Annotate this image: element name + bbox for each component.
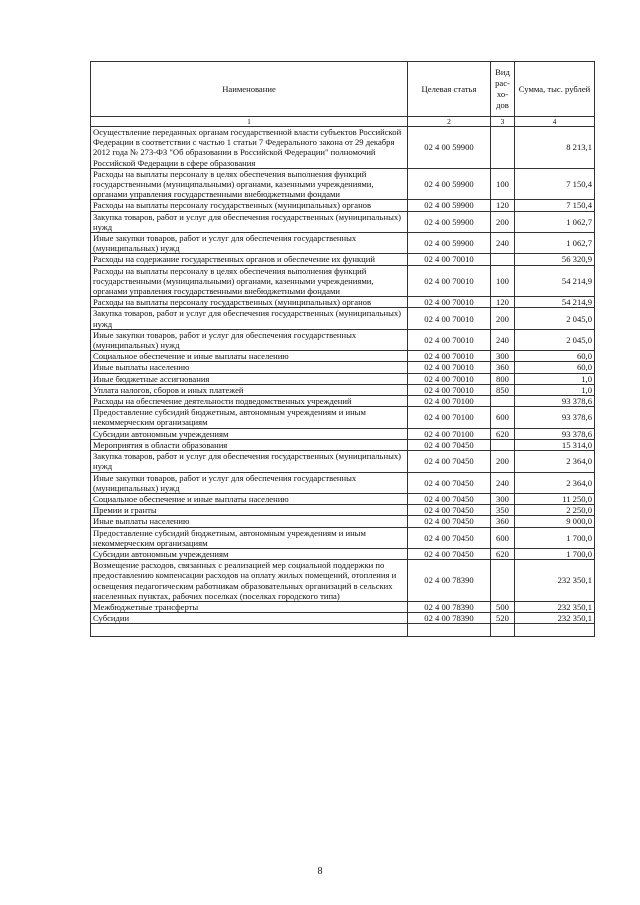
row-expense-kind: 100: [491, 265, 515, 297]
table-row: [91, 127, 595, 169]
row-target-article: 02 4 00 70010: [408, 351, 491, 362]
row-name: Закупка товаров, работ и услуг для обеспечения государственных (муниципальных) нужд: [91, 451, 408, 472]
row-target-article: 02 4 00 70450: [408, 451, 491, 472]
column-number: 3: [491, 117, 515, 127]
row-name: Возмещение расходов, связанных с реализацией мер социальной поддержки по предоставлению компенсации расходов на оплату жилых помещений, отопления и освещения педагогическим работникам образовательных организаций в сельских населенных пунктах, рабочих поселках (поселках городского типа): [91, 560, 408, 602]
header-name: Наименование: [91, 62, 408, 117]
row-expense-kind: 600: [491, 527, 515, 548]
row-name: Иные выплаты населению: [91, 362, 408, 373]
row-expense-kind: 100: [491, 168, 515, 200]
row-expense-kind: 300: [491, 493, 515, 504]
table-row: [91, 548, 595, 559]
row-expense-kind: 360: [491, 516, 515, 527]
row-expense-kind: 120: [491, 297, 515, 308]
empty-cell: [491, 624, 515, 637]
row-name: Субсидии: [91, 613, 408, 624]
row-expense-kind: 850: [491, 384, 515, 395]
row-sum: 2 045,0: [515, 329, 595, 350]
row-expense-kind: [491, 254, 515, 265]
header-article: Целевая статья: [408, 62, 491, 117]
row-name: Мероприятия в области образования: [91, 439, 408, 450]
row-sum: 1 700,0: [515, 527, 595, 548]
row-name: Расходы на выплаты персоналу государственных (муниципальных) органов: [91, 297, 408, 308]
row-target-article: 02 4 00 59900: [408, 168, 491, 200]
header-sum: Сумма, тыс. рублей: [515, 62, 595, 117]
table-row: [91, 362, 595, 373]
row-sum: 1 700,0: [515, 548, 595, 559]
row-target-article: 02 4 00 59900: [408, 233, 491, 254]
row-target-article: 02 4 00 70010: [408, 254, 491, 265]
row-sum: 9 000,0: [515, 516, 595, 527]
table-row: [91, 168, 595, 200]
row-sum: 1,0: [515, 384, 595, 395]
row-target-article: 02 4 00 70010: [408, 265, 491, 297]
page-number: 8: [317, 866, 323, 877]
table-row: [91, 601, 595, 612]
row-name: Социальное обеспечение и иные выплаты населению: [91, 493, 408, 504]
row-sum: 2 364,0: [515, 451, 595, 472]
row-sum: 7 150,4: [515, 200, 595, 211]
row-target-article: 02 4 00 70100: [408, 428, 491, 439]
column-number: 2: [408, 117, 491, 127]
table-row: [91, 233, 595, 254]
row-name: Иные выплаты населению: [91, 516, 408, 527]
table-row: [91, 505, 595, 516]
row-target-article: 02 4 00 70450: [408, 505, 491, 516]
row-target-article: 02 4 00 70450: [408, 493, 491, 504]
table-row: [91, 439, 595, 450]
table-row: [91, 200, 595, 211]
row-target-article: 02 4 00 59900: [408, 211, 491, 232]
column-number-row: [91, 117, 595, 127]
row-name: Предоставление субсидий бюджетным, автономным учреждениям и иным некоммерческим организациям: [91, 407, 408, 428]
row-name: Расходы на выплаты персоналу государственных (муниципальных) органов: [91, 200, 408, 211]
row-expense-kind: [491, 396, 515, 407]
row-sum: 56 320,9: [515, 254, 595, 265]
row-expense-kind: 240: [491, 329, 515, 350]
row-name: Закупка товаров, работ и услуг для обеспечения государственных (муниципальных) нужд: [91, 211, 408, 232]
row-name: Иные закупки товаров, работ и услуг для обеспечения государственных (муниципальных) нужд: [91, 329, 408, 350]
row-sum: 8 213,1: [515, 127, 595, 169]
table-row: [91, 308, 595, 329]
row-target-article: 02 4 00 70010: [408, 384, 491, 395]
row-expense-kind: 300: [491, 351, 515, 362]
row-name: Иные закупки товаров, работ и услуг для обеспечения государственных (муниципальных) нужд: [91, 472, 408, 493]
row-expense-kind: 200: [491, 451, 515, 472]
row-target-article: 02 4 00 70100: [408, 396, 491, 407]
table-row: [91, 329, 595, 350]
row-sum: 93 378,6: [515, 428, 595, 439]
table-row: [91, 428, 595, 439]
row-sum: 2 045,0: [515, 308, 595, 329]
row-target-article: 02 4 00 70450: [408, 472, 491, 493]
row-expense-kind: 600: [491, 407, 515, 428]
empty-table-row: [91, 624, 595, 637]
row-name: Субсидии автономным учреждениям: [91, 428, 408, 439]
row-target-article: 02 4 00 70450: [408, 516, 491, 527]
row-name: Расходы на обеспечение деятельности подведомственных учреждений: [91, 396, 408, 407]
empty-cell: [515, 624, 595, 637]
column-number: 4: [515, 117, 595, 127]
row-sum: 54 214,9: [515, 297, 595, 308]
row-sum: 54 214,9: [515, 265, 595, 297]
row-name: Иные закупки товаров, работ и услуг для обеспечения государственных (муниципальных) нужд: [91, 233, 408, 254]
row-name: Расходы на выплаты персоналу в целях обеспечения выполнения функций государственными (муниципальными) органами, казенными учреждениями, органами управления государственными внебюджетными фондами: [91, 168, 408, 200]
row-expense-kind: 200: [491, 211, 515, 232]
row-sum: 232 350,1: [515, 601, 595, 612]
row-name: Иные бюджетные ассигнования: [91, 373, 408, 384]
row-target-article: 02 4 00 70450: [408, 439, 491, 450]
row-name: Субсидии автономным учреждениям: [91, 548, 408, 559]
row-name: Премии и гранты: [91, 505, 408, 516]
row-name: Предоставление субсидий бюджетным, автономным учреждениям и иным некоммерческим организациям: [91, 527, 408, 548]
table-header-row: [91, 62, 595, 117]
table-row: [91, 351, 595, 362]
row-sum: 1 062,7: [515, 211, 595, 232]
row-sum: 15 314,0: [515, 439, 595, 450]
row-target-article: 02 4 00 78390: [408, 601, 491, 612]
table-row: [91, 527, 595, 548]
table-row: [91, 297, 595, 308]
row-expense-kind: 500: [491, 601, 515, 612]
row-target-article: 02 4 00 70010: [408, 308, 491, 329]
row-target-article: 02 4 00 78390: [408, 560, 491, 602]
row-name: Осуществление переданных органам государственной власти субъектов Российской Федерации в соответствии с частью 1 статьи 7 Федерального закона от 29 декабря 2012 года № 273-ФЗ "Об образовании в Российской Федерации" полномочий Российской Федерации в сфере образования: [91, 127, 408, 169]
row-expense-kind: 620: [491, 548, 515, 559]
table-row: [91, 472, 595, 493]
table-row: [91, 211, 595, 232]
column-number: 1: [91, 117, 408, 127]
row-expense-kind: 240: [491, 472, 515, 493]
row-target-article: 02 4 00 70010: [408, 373, 491, 384]
row-target-article: 02 4 00 59900: [408, 200, 491, 211]
row-name: Межбюджетные трансферты: [91, 601, 408, 612]
table-row: [91, 254, 595, 265]
table-row: [91, 613, 595, 624]
row-sum: 232 350,1: [515, 613, 595, 624]
row-target-article: 02 4 00 70010: [408, 329, 491, 350]
table-row: [91, 493, 595, 504]
row-sum: 1 062,7: [515, 233, 595, 254]
row-name: Уплата налогов, сборов и иных платежей: [91, 384, 408, 395]
table-row: [91, 265, 595, 297]
table-row: [91, 384, 595, 395]
row-target-article: 02 4 00 70450: [408, 527, 491, 548]
row-name: Закупка товаров, работ и услуг для обеспечения государственных (муниципальных) нужд: [91, 308, 408, 329]
row-expense-kind: [491, 439, 515, 450]
empty-cell: [408, 624, 491, 637]
row-expense-kind: 800: [491, 373, 515, 384]
row-expense-kind: [491, 127, 515, 169]
row-target-article: 02 4 00 78390: [408, 613, 491, 624]
row-sum: 7 150,4: [515, 168, 595, 200]
row-name: Социальное обеспечение и иные выплаты населению: [91, 351, 408, 362]
table-row: [91, 407, 595, 428]
empty-cell: [91, 624, 408, 637]
row-target-article: 02 4 00 70010: [408, 297, 491, 308]
row-sum: 93 378,6: [515, 407, 595, 428]
row-target-article: 02 4 00 70100: [408, 407, 491, 428]
table-row: [91, 396, 595, 407]
row-target-article: 02 4 00 59900: [408, 127, 491, 169]
row-expense-kind: 520: [491, 613, 515, 624]
row-expense-kind: [491, 560, 515, 602]
row-sum: 93 378,6: [515, 396, 595, 407]
row-expense-kind: 620: [491, 428, 515, 439]
row-sum: 2 364,0: [515, 472, 595, 493]
row-sum: 60,0: [515, 362, 595, 373]
table-row: [91, 516, 595, 527]
header-kind: Вид рас-хо-дов: [491, 62, 515, 117]
table-row: [91, 451, 595, 472]
row-expense-kind: 360: [491, 362, 515, 373]
row-expense-kind: 120: [491, 200, 515, 211]
row-expense-kind: 350: [491, 505, 515, 516]
row-name: Расходы на содержание государственных органов и обеспечение их функций: [91, 254, 408, 265]
row-sum: 60,0: [515, 351, 595, 362]
row-sum: 232 350,1: [515, 560, 595, 602]
table-row: [91, 560, 595, 602]
row-name: Расходы на выплаты персоналу в целях обеспечения выполнения функций государственными (муниципальными) органами, казенными учреждениями, органами управления государственными внебюджетными фондами: [91, 265, 408, 297]
row-sum: 1,0: [515, 373, 595, 384]
row-expense-kind: 240: [491, 233, 515, 254]
row-expense-kind: 200: [491, 308, 515, 329]
row-sum: 11 250,0: [515, 493, 595, 504]
table-row: [91, 373, 595, 384]
row-target-article: 02 4 00 70450: [408, 548, 491, 559]
row-sum: 2 250,0: [515, 505, 595, 516]
budget-table: [90, 61, 595, 637]
row-target-article: 02 4 00 70010: [408, 362, 491, 373]
